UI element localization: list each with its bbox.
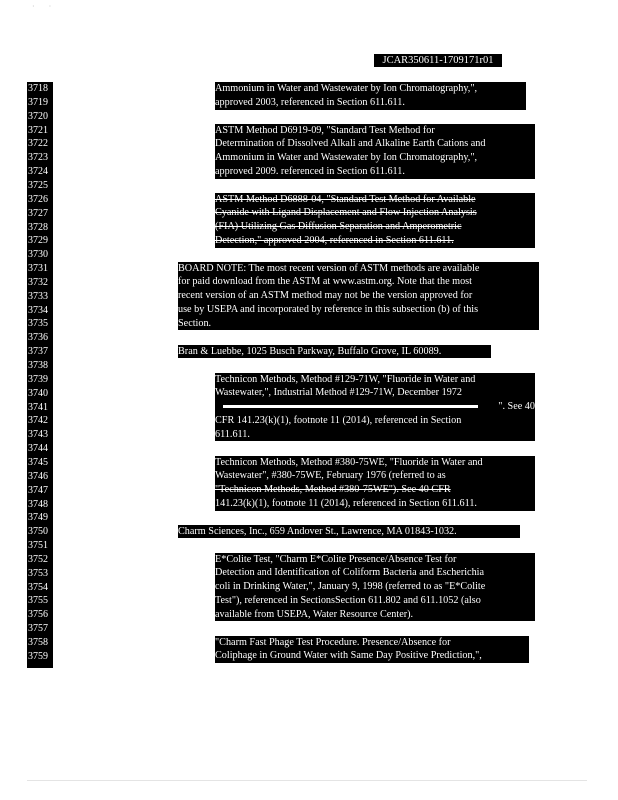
text-block-technicon-129 xyxy=(215,373,535,442)
line-number: 3737 xyxy=(28,346,48,358)
text-line: Section. xyxy=(178,317,212,329)
text-line: Charm Sciences, Inc., 659 Andover St., Lawrence, MA 01843-1032. xyxy=(178,525,457,537)
line-number: 3729 xyxy=(28,235,48,247)
text-line: Test"), referenced in SectionsSection 611.802 and 611.1052 (also xyxy=(215,594,481,606)
line-number: 3758 xyxy=(28,637,48,648)
board-note xyxy=(178,262,539,331)
text-block-astm-d6888-deleted xyxy=(215,193,535,248)
text-block-ecolite xyxy=(215,553,535,622)
line-number: 3726 xyxy=(28,193,48,205)
document-code: JCAR350611-1709171r01 xyxy=(374,54,502,67)
text-block-charm-fast-phage xyxy=(215,636,529,664)
line-number: 3750 xyxy=(28,526,48,538)
text-line: Technicon Methods, Method #129-71W, "Fluoride in Water and xyxy=(215,373,476,385)
line-number: 3744 xyxy=(28,443,48,455)
deleted-text-line: Cyanide with Ligand Displacement and Flow Injection Analysis xyxy=(215,207,477,219)
line-number: 3725 xyxy=(28,179,48,191)
text-line: Determination of Dissolved Alkali and Alkaline Earth Cations and xyxy=(215,138,486,150)
line-number: 3739 xyxy=(28,373,48,385)
text-line: Ammonium in Water and Wastewater by Ion Chromatography,", xyxy=(215,83,478,94)
line-number: 3742 xyxy=(28,415,48,427)
text-line: "Charm Fast Phage Test Procedure. Presence/Absence for xyxy=(215,636,451,648)
text-line: Bran & Luebbe, 1025 Busch Parkway, Buffalo Grove, IL 60089. xyxy=(178,345,442,357)
line-number: 3718 xyxy=(28,83,48,94)
partially-redacted-line xyxy=(215,400,535,414)
line-number: 3736 xyxy=(28,332,48,344)
text-line: Wastewater,", Industrial Method #129-71W, December 1972 xyxy=(215,387,462,399)
text-line: coli in Drinking Water,", January 9, 1998 (referred to as "E*Colite xyxy=(215,581,486,592)
source-bran-luebbe xyxy=(178,345,491,359)
line-number: 3723 xyxy=(28,152,48,164)
line-number: 3732 xyxy=(28,276,48,288)
line-number: 3730 xyxy=(28,249,48,261)
scan-artifact: · · xyxy=(32,2,52,11)
line-number: 3747 xyxy=(28,484,48,496)
line-number: 3757 xyxy=(28,623,48,635)
text-block-astm-d6919 xyxy=(215,124,535,179)
text-line: recent version of an ASTM method may not be the version approved for xyxy=(178,290,473,301)
line-number: 3756 xyxy=(28,609,48,621)
line-number: 3728 xyxy=(28,221,48,233)
text-line: for paid download from the ASTM at www.astm.org. Note that the most xyxy=(178,276,472,288)
deleted-text-line: (FIA) Utilizing Gas Diffusion Separation and Amperometric xyxy=(215,221,462,232)
text-line: approved 2009. referenced in Section 611.611. xyxy=(215,165,405,177)
text-line: 141.23(k)(1), footnote 11 (2014), referenced in Section 611.611. xyxy=(215,497,477,509)
line-number: 3727 xyxy=(28,207,48,219)
line-number: 3755 xyxy=(28,595,48,607)
line-number: 3741 xyxy=(28,401,48,413)
line-number: 3749 xyxy=(28,512,48,524)
text-line: approved 2003, referenced in Section 611.611. xyxy=(215,96,405,108)
line-number: 3745 xyxy=(28,456,48,468)
line-number: 3721 xyxy=(28,124,48,136)
line-number: 3746 xyxy=(28,470,48,482)
text-line: Detection and Identification of Coliform Bacteria and Escherichia xyxy=(215,567,485,579)
line-number: 3759 xyxy=(28,650,48,662)
line-number: 3731 xyxy=(28,263,48,275)
text-block-ammonium xyxy=(215,82,526,110)
line-number: 3751 xyxy=(28,540,48,552)
deleted-text-line: "Technicon Methods, Method #380-75WE"). See 40 CFR xyxy=(215,484,451,495)
line-number: 3735 xyxy=(28,318,48,330)
text-line: 611.611. xyxy=(215,428,250,440)
line-number: 3720 xyxy=(28,110,48,122)
footer-rule xyxy=(27,780,587,781)
line-number: 3740 xyxy=(28,387,48,399)
line-number: 3724 xyxy=(28,166,48,178)
deleted-text-line: Detection," approved 2004, referenced in Section 611.611. xyxy=(215,234,454,246)
text-line: Technicon Methods, Method #380-75WE, "Fluoride in Water and xyxy=(215,456,483,468)
text-line: use by USEPA and incorporated by reference in this subsection (b) of this xyxy=(178,303,479,315)
text-block-technicon-380 xyxy=(215,456,535,511)
line-number: 3733 xyxy=(28,290,48,302)
text-line: available from USEPA, Water Resource Center). xyxy=(215,608,414,620)
text-line: E*Colite Test, "Charm E*Colite Presence/Absence Test for xyxy=(215,553,457,565)
text-line: Wastewater", #380-75WE, February 1976 (referred to as xyxy=(215,470,446,482)
line-number: 3734 xyxy=(28,304,48,316)
text-line: CFR 141.23(k)(1), footnote 11 (2014), referenced in Section xyxy=(215,414,462,426)
text-line: Ammonium in Water and Wastewater by Ion Chromatography,", xyxy=(215,152,478,163)
redaction-mark xyxy=(223,405,478,408)
line-number: 3743 xyxy=(28,429,48,441)
source-charm-sciences xyxy=(178,525,520,539)
line-number: 3752 xyxy=(28,553,48,565)
text-line: ASTM Method D6919-09, "Standard Test Method for xyxy=(215,124,435,136)
line-number: 3738 xyxy=(28,360,48,371)
text-line: Coliphage in Ground Water with Same Day Positive Prediction,", xyxy=(215,650,482,662)
deleted-text-line: ASTM Method D6888-04, "Standard Test Method for Available xyxy=(215,193,476,205)
text-line: BOARD NOTE: The most recent version of ASTM methods are available xyxy=(178,262,480,274)
line-number: 3722 xyxy=(28,138,48,150)
text-fragment: ". See 40 xyxy=(498,401,535,412)
line-number: 3748 xyxy=(28,498,48,510)
line-number: 3719 xyxy=(28,96,48,108)
line-number: 3753 xyxy=(28,567,48,579)
line-number: 3754 xyxy=(28,581,48,593)
